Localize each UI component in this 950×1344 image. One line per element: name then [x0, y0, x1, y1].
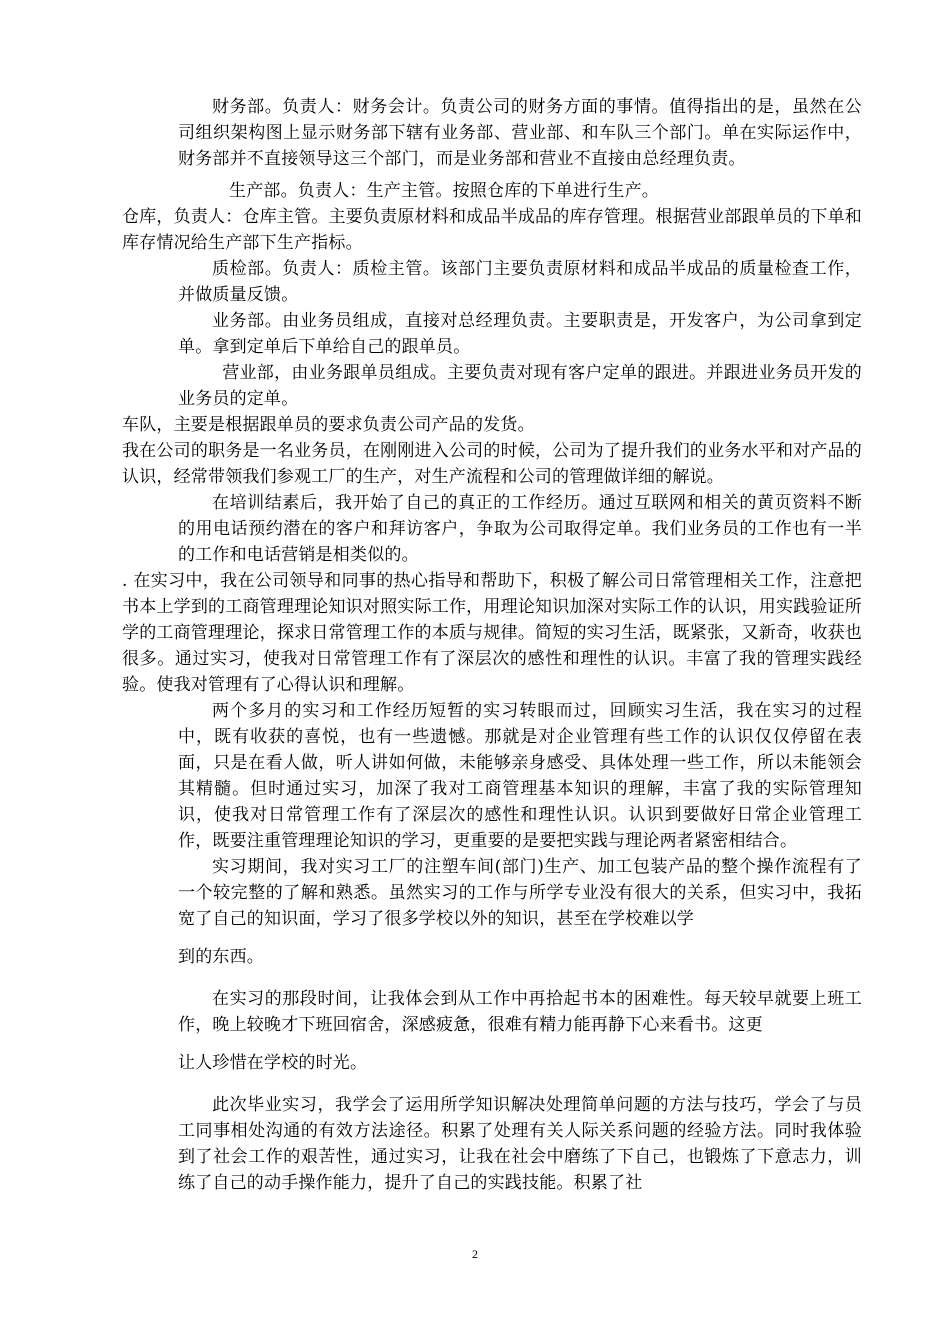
document-body — [122, 94, 862, 1196]
paragraph-fleet: 车队，主要是根据跟单员的要求负责公司产品的发货。 — [122, 415, 535, 435]
paragraph-warehouse: 仓库，负责人：仓库主管。主要负责原材料和成品半成品的库存管理。根据营业部跟单员的下单和库存情况给生产部下生产指标。 — [122, 207, 862, 253]
paragraph-factory-process: 实习期间，我对实习工厂的注塑车间(部门)生产、加工包装产品的整个操作流程有了一个较完整的了解和熟悉。虽然实习的工作与所学专业没有很大的关系，但实习中，我拓宽了自己的知识面，学习了很多学校以外的知识，甚至在学校难以学 — [178, 857, 862, 929]
paragraph-business-dept: 营业部，由业务跟单员组成。主要负责对现有客户定单的跟进。并跟进业务员开发的业务员的定单。 — [178, 363, 862, 409]
paragraph-my-role: 我在公司的职务是一名业务员，在刚刚进入公司的时候，公司为了提升我们的业务水平和对产品的认识，经常带领我们参观工厂的生产，对生产流程和公司的管理做详细的解说。 — [122, 441, 862, 487]
paragraph-reflection: 两个多月的实习和工作经历短暂的实习转眼而过，回顾实习生活，我在实习的过程中，既有收获的喜悦，也有一些遗憾。那就是对企业管理有些工作的认识仅仅停留在表面，只是在看人做，听人讲如何做，未能够亲身感受、具体处理一些工作，所以未能领会其精髓。但时通过实习，加深了我对工商管理基本知识的理解，丰富了我的实际管理知识，使我对日常管理工作有了深层次的感性和理性认识。认识到要做好日常企业管理工作，既要注重管理理论知识的学习，更重要的是要把实践与理论两者紧密相结合。 — [178, 701, 862, 851]
page-number: 2 — [472, 1247, 478, 1261]
paragraph-training: 在培训结素后，我开始了自己的真正的工作经历。通过互联网和相关的黄页资料不断的用电话预约潜在的客户和拜访客户，争取为公司取得定单。我们业务员的工作也有一半的工作和电话营销是相类似的。 — [178, 493, 862, 565]
paragraph-study-difficulty-end: 让人珍惜在学校的时光。 — [178, 1053, 368, 1073]
paragraph-sales-dept: 业务部。由业务员组成，直接对总经理负责。主要职责是，开发客户，为公司拿到定单。拿到定单后下单给自己的跟单员。 — [178, 311, 862, 357]
paragraph-production-dept: 生产部。负责人：生产主管。按照仓库的下单进行生产。 — [229, 181, 659, 201]
paragraph-study-difficulty: 在实习的那段时间，让我体会到从工作中再拾起书本的困难性。每天较早就要上班工作，晚上较晚才下班回宿舍，深感疲惫，很难有精力能再静下心来看书。这更 — [178, 989, 862, 1035]
paragraph-finance-dept: 财务部。负责人：财务会计。负责公司的财务方面的事情。值得指出的是，虽然在公司组织架构图上显示财务部下辖有业务部、营业部、和车队三个部门。单在实际运作中，财务部并不直接领导这三个部门，而是业务部和营业不直接由总经理负责。 — [178, 97, 862, 169]
paragraph-graduation-internship: 此次毕业实习，我学会了运用所学知识解决处理简单问题的方法与技巧，学会了与员工同事相处沟通的有效方法途径。积累了处理有关人际关系问题的经验方法。同时我体验到了社会工作的艰苦性，通过实习，让我在社会中磨练了下自己，也锻炼了下意志力，训练了自己的动手操作能力，提升了自己的实践技能。积累了社 — [178, 1095, 862, 1193]
paragraph-internship-learning: . 在实习中，我在公司领导和同事的热心指导和帮助下，积极了解公司日常管理相关工作，注意把书本上学到的工商管理理论知识对照实际工作，用理论知识加深对实际工作的认识，用实践验证所学的工商管理理论，探求日常管理工作的本质与规律。简短的实习生活，既紧张，又新奇，收获也很多。通过实习，使我对日常管理工作有了深层次的感性和理性的认识。丰富了我的管理实践经验。使我对管理有了心得认识和理解。 — [122, 571, 862, 695]
paragraph-factory-process-end: 到的东西。 — [178, 947, 264, 967]
paragraph-quality-dept: 质检部。负责人：质检主管。该部门主要负责原材料和成品半成品的质量检查工作，并做质量反馈。 — [178, 259, 862, 305]
